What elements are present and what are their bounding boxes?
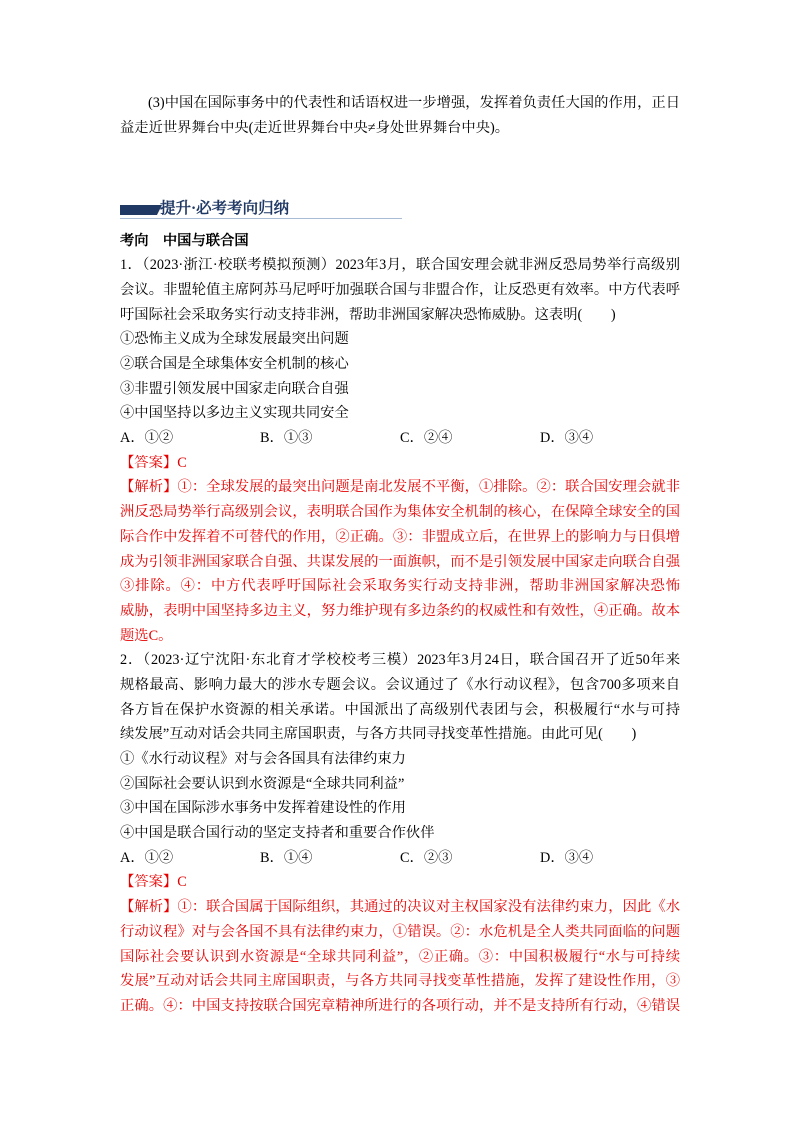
choice-a [120,846,260,871]
option-line: ①恐怖主义成为全球发展最突出问题 [120,331,349,348]
choice-text: ①② [144,430,174,447]
intro-line: 益走近世界舞台中央(走近世界舞台中央≠身处世界舞台中央)。 [120,119,510,136]
analysis-line: 成为引领非洲国家联合自强、共谋发展的一面旗帜，而不是引领发展中国家走向联合自强 [120,553,680,570]
analysis-text: ①：全球发展的最突出问题是南北发展不平衡，①排除。②：联合国安理会就非 [177,479,681,496]
choice-c [400,426,540,451]
stem-line: 续发展”互动对话会共同主席国职责，与各方共同寻找变革性措施。由此可见( ) [120,726,637,743]
answer-line [120,870,680,895]
topic-heading: 考向 中国与联合国 [120,232,249,249]
choice-letter: B． [260,430,284,447]
option-line: ④中国是联合国行动的坚定支持者和重要合作伙伴 [120,825,435,842]
answer-line [120,451,680,476]
choice-d [540,846,680,871]
option-line: ③中国在国际涉水事务中发挥着建设性的作用 [120,800,406,817]
option-line: ②国际社会要认识到水资源是“全球共同利益” [120,775,405,792]
analysis-line: 洲反恐局势举行高级别会议，表明联合国作为集体安全机制的核心，在保障全球安全的国 [120,504,680,521]
choice-letter: A． [120,849,145,866]
choice-d [540,426,680,451]
analysis-line: 行动议程》对与会各国不具有法律约束力，①错误。②：水危机是全人类共同面临的问题 [120,923,680,940]
choice-text: ②④ [423,430,453,447]
choice-text: ③④ [564,430,594,447]
intro-paragraph [120,91,680,141]
choice-letter: C． [400,849,424,866]
analysis-line [120,475,680,500]
choice-text: ①④ [283,849,313,866]
analysis-line: 威胁，表明中国坚持多边主义，努力维护现有多边条约的权威性和有效性，④正确。故本 [120,602,680,619]
option-line: ④中国坚持以多边主义实现共同安全 [120,405,349,422]
choice-text: ③④ [564,849,594,866]
stem-line: 2．（2023·辽宁沈阳·东北育才学校校考三模）2023年3月24日，联合国召开了近50年来 [120,652,680,669]
analysis-line: ③排除。④：中方代表呼吁国际社会采取务实行动支持非洲，帮助非洲国家解决恐怖 [120,578,680,595]
banner-title: 提升·必考考向归纳 [160,200,290,217]
analysis-line: 发展”互动对话会共同主席国职责，与各方共同寻找变革性措施，发挥了建设性作用，③ [120,973,680,990]
choice-text: ②③ [423,849,453,866]
analysis-line [120,895,680,920]
stem-line: 会议。非盟轮值主席阿苏马尼呼吁加强联合国与非盟合作，让反恐更有效率。中方代表呼 [120,281,680,298]
analysis-line: 国际社会要认识到水资源是“全球共同利益”，②正确。③：中国积极履行“水与可持续 [120,948,680,965]
choice-letter: B． [260,849,284,866]
analysis-label: 【解析】 [120,899,178,916]
analysis-label: 【解析】 [120,479,178,496]
choice-letter: D． [540,849,565,866]
choices-row [120,426,680,451]
stem-line: 吁国际社会采取务实行动支持非洲，帮助非洲国家解决恐怖威胁。这表明( ) [120,306,616,323]
answer-label: 【答案】 [120,874,178,891]
choice-c [400,846,540,871]
question-1 [120,253,680,648]
option-line: ③非盟引领发展中国家走向联合自强 [120,380,349,397]
stem-line: 1．（2023·浙江·校联考模拟预测）2023年3月，联合国安理会就非洲反恐局势举行高级别 [120,257,680,274]
analysis-line: 正确。④：中国支持按联合国宪章精神所进行的各项行动，并不是支持所有行动，④错误 [120,997,680,1014]
option-line: ②联合国是全球集体安全机制的核心 [120,356,349,373]
question-2 [120,648,680,1018]
choice-a [120,426,260,451]
choice-b [260,846,400,871]
content-column [120,229,680,1019]
choice-letter: D． [540,430,565,447]
option-line: ①《水行动议程》对与会各国具有法律约束力 [120,751,406,768]
analysis-text: ①：联合国属于国际组织，其通过的决议对主权国家没有法律约束力，因此《水 [177,899,681,916]
answer-value: C [177,454,187,471]
choices-row [120,846,680,871]
choice-letter: C． [400,430,424,447]
choice-text: ①② [144,849,174,866]
choice-b [260,426,400,451]
choice-letter: A． [120,430,145,447]
banner-bar [120,205,162,215]
analysis-line: 题选C。 [120,627,173,644]
answer-value: C [177,874,187,891]
analysis-line: 际合作中发挥着不可替代的作用，②正确。③：非盟成立后，在世界上的影响力与日俱增 [120,528,680,545]
choice-text: ①③ [283,430,313,447]
answer-label: 【答案】 [120,454,178,471]
stem-line: 各方旨在保护水资源的相关承诺。中国派出了高级别代表团与会，积极履行“水与可持 [120,701,680,718]
section-banner [120,199,402,221]
intro-line: (3)中国在国际事务中的代表性和话语权进一步增强，发挥着负责任大国的作用，正日 [148,94,680,111]
stem-line: 规格最高、影响力最大的涉水专题会议。会议通过了《水行动议程》，包含700多项来自 [120,676,680,693]
